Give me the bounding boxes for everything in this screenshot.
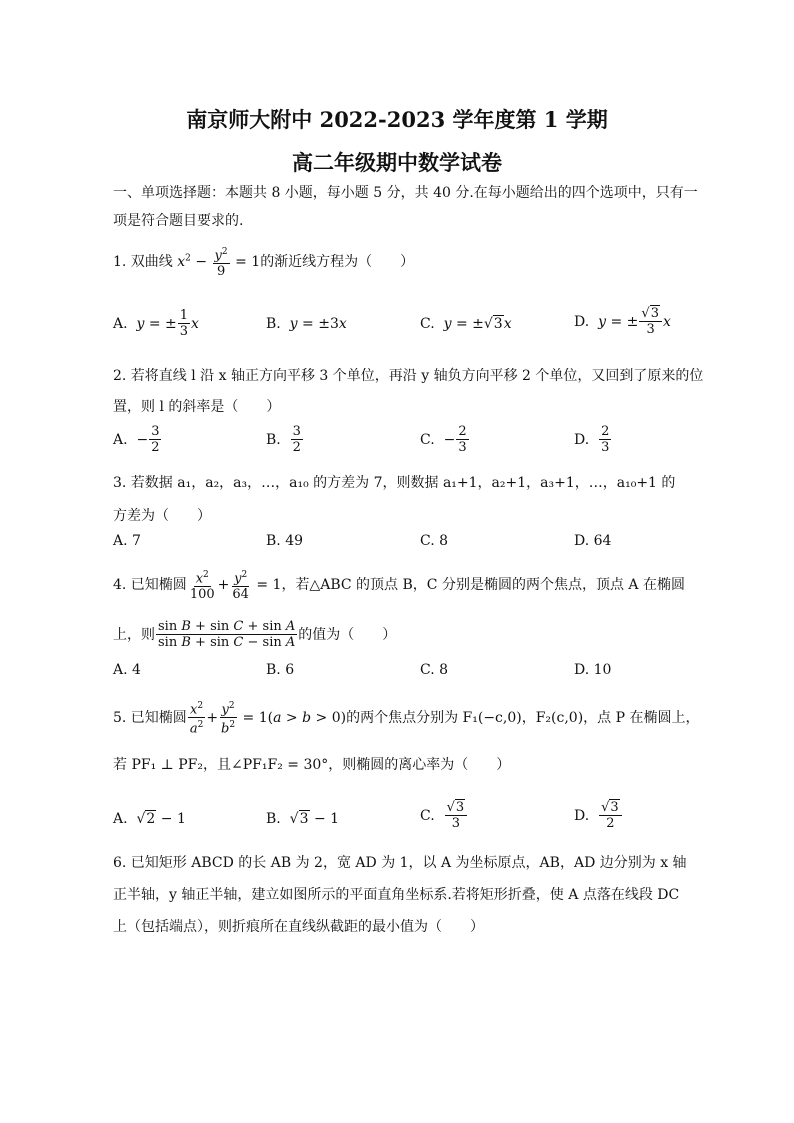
option-letter: C.	[420, 316, 435, 332]
q4-option-b: B. 6	[266, 662, 295, 678]
q3-option-d: D. 64	[574, 533, 612, 549]
q5-option-a: A. √2 − 1	[113, 811, 186, 827]
section-heading-line1: 一、单项选择题：本题共 8 小题，每小题 5 分，共 40 分.在每小题给出的四个选项中，只有一	[113, 185, 698, 201]
section-heading-line2: 项是符合题目要求的.	[113, 213, 244, 229]
option-letter: B.	[266, 316, 281, 332]
q1-option-c: C. y = ±√3x	[420, 316, 512, 332]
question-5-mid: 的两个焦点分别为 F₁(−c,0)，F₂(c,0)，点 P 在椭圆上，	[346, 709, 700, 726]
question-1-tail: 的渐近线方程为（ ）	[260, 254, 415, 271]
question-4-lead: 4. 已知椭圆	[113, 577, 187, 594]
q1-option-b: B. y = ±3x	[266, 316, 347, 332]
q1-option-d: D. y = ± $\frac{√3}{3}$ x	[574, 306, 671, 337]
question-4-line2-lead: 上，则	[113, 626, 155, 643]
option-letter: D.	[574, 807, 590, 824]
question-4-line2	[113, 619, 396, 650]
q5-option-c: C. $\frac{√3}{3}$	[420, 800, 468, 831]
q3-option-c: C. 8	[420, 533, 449, 549]
q4-option-d: D. 10	[574, 662, 612, 678]
option-letter: A.	[113, 811, 128, 827]
question-1-formula: $x^2$ − $\frac{y^2}{9}$ = 1	[177, 247, 261, 280]
question-4-fraction: $\frac{\text{sin B + sin C + sin A}}{\text{sin B + sin C − sin A}}$	[158, 619, 296, 650]
exam-title-paper: 高二年级期中数学试卷	[292, 150, 502, 175]
q3-option-b: B. 49	[266, 533, 304, 549]
q2-option-b: B. $\frac{3}{2}$	[266, 424, 301, 455]
option-letter: B.	[266, 811, 281, 827]
exam-title-school: 南京师大附中 2022-2023 学年度第 1 学期	[186, 107, 608, 132]
option-letter: B.	[266, 431, 281, 448]
option-letter: A.	[113, 431, 128, 448]
option-letter: D.	[574, 313, 590, 330]
q2-option-c: C. − $\frac{2}{3}$	[420, 424, 467, 455]
question-1-lead: 1. 双曲线	[113, 254, 173, 271]
q3-option-a: A. 7	[113, 533, 141, 549]
question-3-line1: 3. 若数据 a₁，a₂，a₃，…，a₁₀ 的方差为 7，则数据 a₁+1，a₂+1，a₃+1，…，a₁₀+1 的	[113, 475, 676, 491]
question-5-line1	[113, 699, 699, 737]
q4-option-c: C. 8	[420, 662, 449, 678]
question-6-line1: 6. 已知矩形 ABCD 的长 AB 为 2，宽 AD 为 1，以 A 为坐标原点，AB，AD 边分别为 x 轴	[113, 855, 687, 871]
q5-option-b: B. √3 − 1	[266, 811, 340, 827]
question-4-mid: ，若△ABC 的顶点 B，C 分别是椭圆的两个焦点，顶点 A 在椭圆	[281, 577, 685, 594]
q2-option-a: A. − $\frac{3}{2}$	[113, 424, 160, 455]
question-4-line2-tail: 的值为（ ）	[298, 626, 397, 643]
question-4-line1	[113, 568, 685, 602]
option-letter: D.	[574, 431, 590, 448]
q5-option-d: D. $\frac{√3}{2}$	[574, 800, 623, 831]
question-6-line3: 上（包括端点），则折痕所在直线纵截距的最小值为（ ）	[113, 919, 484, 935]
question-5-lead: 5. 已知椭圆	[113, 709, 187, 726]
question-2-line1: 2. 若将直线 l 沿 x 轴正方向平移 3 个单位，再沿 y 轴负方向平移 2 个单位，又回到了原来的位	[113, 368, 704, 384]
q2-option-d: D. $\frac{2}{3}$	[574, 424, 610, 455]
question-2-line2: 置，则 l 的斜率是（ ）	[113, 399, 281, 415]
q1-option-a: A. y = ± $\frac{1}{3}$ x	[113, 308, 199, 339]
question-5-formula: $\frac{x^2}{a^2}$ + $\frac{y^2}{b^2}$ = 1(a > b > 0)	[189, 701, 347, 737]
q4-option-a: A. 4	[113, 662, 141, 678]
option-letter: C.	[420, 807, 435, 824]
option-letter: C.	[420, 431, 435, 448]
question-1	[113, 245, 414, 279]
question-6-line2: 正半轴，y 轴正半轴，建立如图所示的平面直角坐标系.若将矩形折叠，使 A 点落在线段 DC	[113, 887, 680, 903]
question-5-line2: 若 PF₁ ⊥ PF₂，且∠PF₁F₂ = 30°，则椭圆的离心率为（ ）	[113, 757, 511, 773]
question-3-line2: 方差为（ ）	[113, 508, 211, 524]
option-letter: A.	[113, 315, 128, 332]
question-4-formula: $\frac{x^2}{100}$ + $\frac{y^2}{64}$ = 1	[189, 570, 282, 603]
